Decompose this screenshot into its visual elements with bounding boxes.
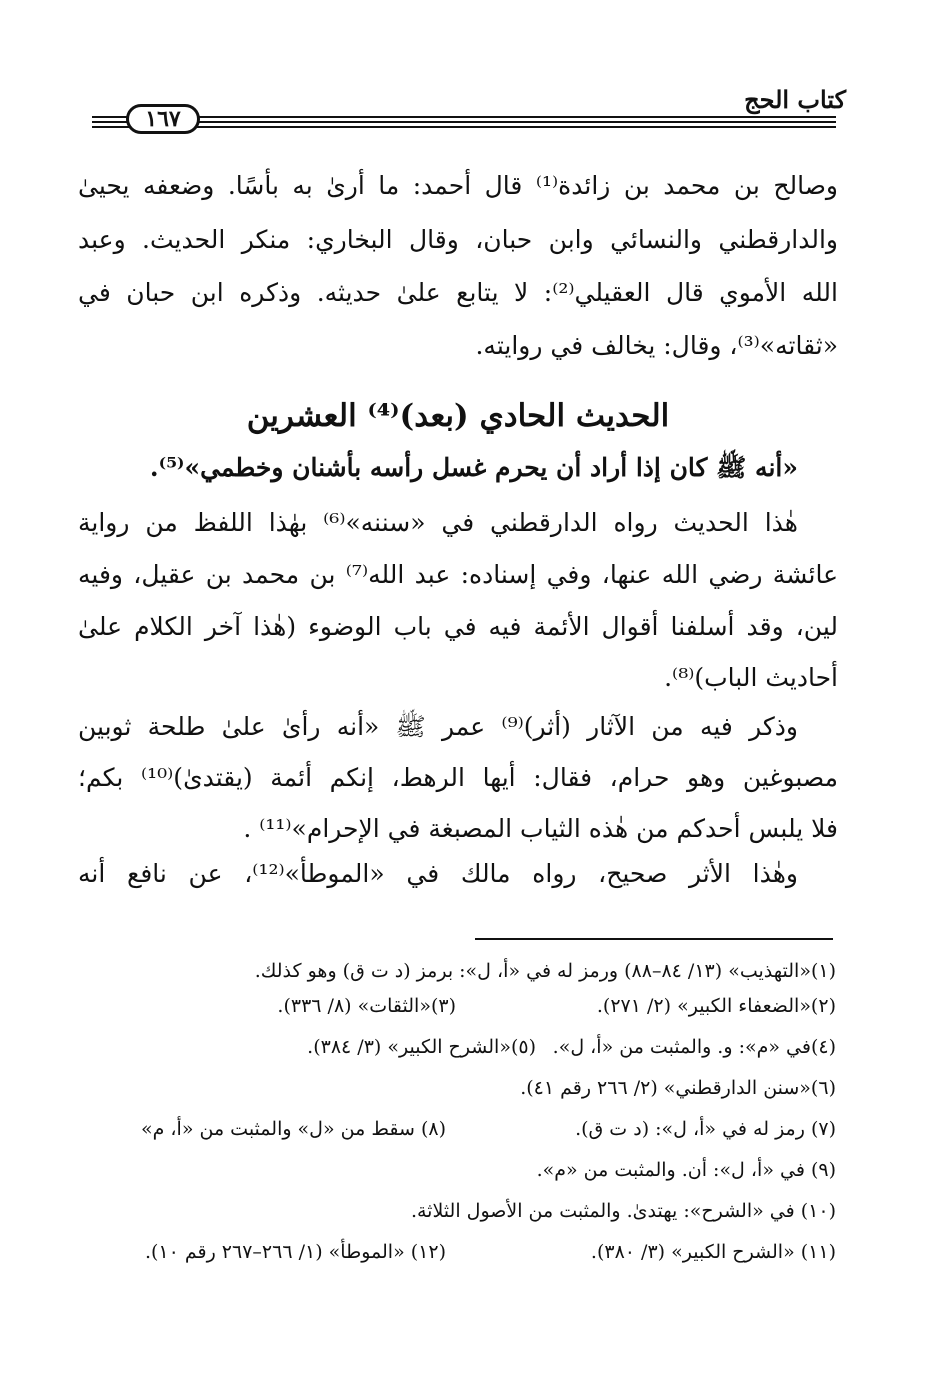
page-number: ١٦٧ [126,104,200,134]
body-line: لين، وقد أسلفنا أقوال الأئمة فيه في باب الوضوء (هٰذا آخر الكلام علىٰ [78,612,838,641]
footnote-11: (١١) «الشرح الكبير» (٣/ ٣٨٠). [590,1241,836,1263]
footnote-3: (٣)«الثقات» (٨/ ٣٣٦). [277,995,456,1017]
body-line: هٰذا الحديث رواه الدارقطني في «سننه»⁽⁶⁾ بهٰذا اللفظ من رواية [78,508,798,537]
body-line: فلا يلبس أحدكم من هٰذه الثياب المصبغة في الإحرام»⁽¹¹⁾ . [243,814,838,843]
footnote-separator [475,938,833,940]
footnote-1: (١)«التهذيب» (١٣/ ٨٤–٨٨) ورمز له في «أ، ل»: برمز (د ت ق) وهو كذلك. [254,960,836,982]
body-line: أحاديث الباب)⁽⁸⁾. [664,663,838,692]
body-line: وصالح بن محمد بن زائدة⁽¹⁾ قال أحمد: ما أرىٰ به بأسًا. وضعفه يحيىٰ [78,171,838,200]
body-line: مصبوغين وهو حرام، فقال: أيها الرهط، إنكم أئمة (يقتدىٰ)⁽¹⁰⁾ بكم؛ [78,763,839,792]
running-header-title: كتاب الحج [744,85,846,114]
footnote-6: (٦)«سنن الدارقطني» (٢/ ٢٦٦ رقم ٤١). [520,1077,836,1099]
footnote-2: (٢)«الضعفاء الكبير» (٢/ ٢٧١). [596,995,836,1017]
body-line: الله الأموي قال العقيلي⁽²⁾: لا يتابع علىٰ حديثه. وذكره ابن حبان في [78,278,838,307]
header-rule [92,126,836,128]
section-heading: الحديث الحادي (بعد)⁽⁴⁾ العشرين [246,398,670,434]
footnote-5: (٥)«الشرح الكبير» (٣/ ٣٨٤). [307,1036,536,1058]
footnote-12: (١٢) «الموطأ» (١/ ٢٦٦–٢٦٧ رقم ١٠). [144,1241,446,1263]
header-rule [92,121,836,123]
body-line: وهٰذا الأثر صحيح، رواه مالك في «الموطأ»⁽¹²⁾، عن نافع أنه [78,859,798,888]
body-line: عائشة رضي الله عنها، وفي إسناده: عبد الله⁽⁷⁾ بن محمد بن عقيل، وفيه [78,560,838,589]
footnote-8: (٨) سقط من «ل» والمثبت من «أ، م» [140,1118,446,1140]
footnote-4: (٤)في «م»: و. والمثبت من «أ، ل». [552,1036,836,1058]
hadith-text: «أنه ﷺ كان إذا أراد أن يحرم غسل رأسه بأشنان وخطمي»⁽⁵⁾. [149,453,798,482]
body-line: وذكر فيه من الآثار (أثر)⁽⁹⁾ عمر ﷺ «أنه رأىٰ علىٰ طلحة ثوبين [78,712,798,741]
header-rule [92,116,836,118]
footnote-10: (١٠) في «الشرح»: يهتدىٰ. والمثبت من الأصول الثلاثة. [410,1200,836,1222]
footnote-9: (٩) في «أ، ل»: أن. والمثبت من «م». [536,1159,836,1181]
footnote-7: (٧) رمز له في «أ، ل»: (د ت ق). [575,1118,836,1140]
body-line: «ثقاته»⁽³⁾، وقال: يخالف في روايته. [475,331,838,360]
body-line: والدارقطني والنسائي وابن حبان، وقال البخاري: منكر الحديث. وعبد [78,225,838,254]
